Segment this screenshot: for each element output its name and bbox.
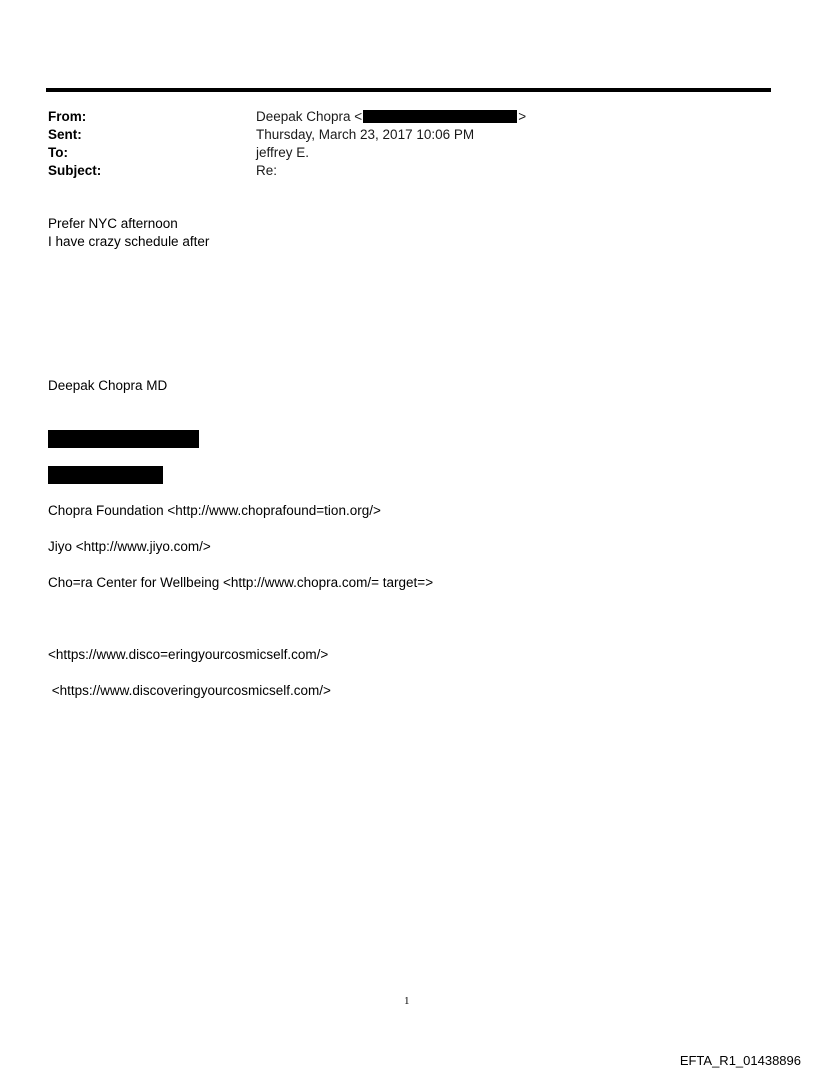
to-value: jeffrey E. [256,145,310,160]
bates-number: EFTA_R1_01438896 [679,1053,801,1068]
redacted-email [363,110,517,123]
sent-row [48,126,748,144]
page-number: 1 [404,995,410,1007]
subject-row [48,162,748,180]
subject-value: Re: [256,163,278,178]
header-divider [46,88,771,92]
to-row [48,144,748,162]
signature-name: Deepak Chopra MD [48,378,168,393]
subject-label: Subject: [48,163,102,178]
email-body [48,215,209,251]
email-header [48,108,748,180]
from-row [48,108,748,126]
link-cosmic-self-1[interactable]: <https://www.disco=eringyourcosmicself.com/> [48,647,329,662]
link-chopra-center[interactable]: Cho=ra Center for Wellbeing <http://www.chopra.com/= target=> [48,575,434,590]
redaction-bar [48,466,163,484]
from-name: Deepak Chopra < [256,109,363,124]
redaction-bar [48,430,199,448]
link-cosmic-self-2[interactable]: <https://www.discoveringyourcosmicself.com/> [48,683,331,698]
link-jiyo[interactable]: Jiyo <http://www.jiyo.com/> [48,539,211,554]
link-chopra-foundation[interactable]: Chopra Foundation <http://www.choprafound=tion.org/> [48,503,381,518]
to-label: To: [48,145,68,160]
sent-value: Thursday, March 23, 2017 10:06 PM [256,127,475,142]
sent-label: Sent: [48,127,82,142]
body-line: I have crazy schedule after [48,234,210,249]
body-line: Prefer NYC afternoon [48,216,178,231]
from-value [256,108,526,126]
from-close: > [518,109,527,124]
from-label: From: [48,109,87,124]
